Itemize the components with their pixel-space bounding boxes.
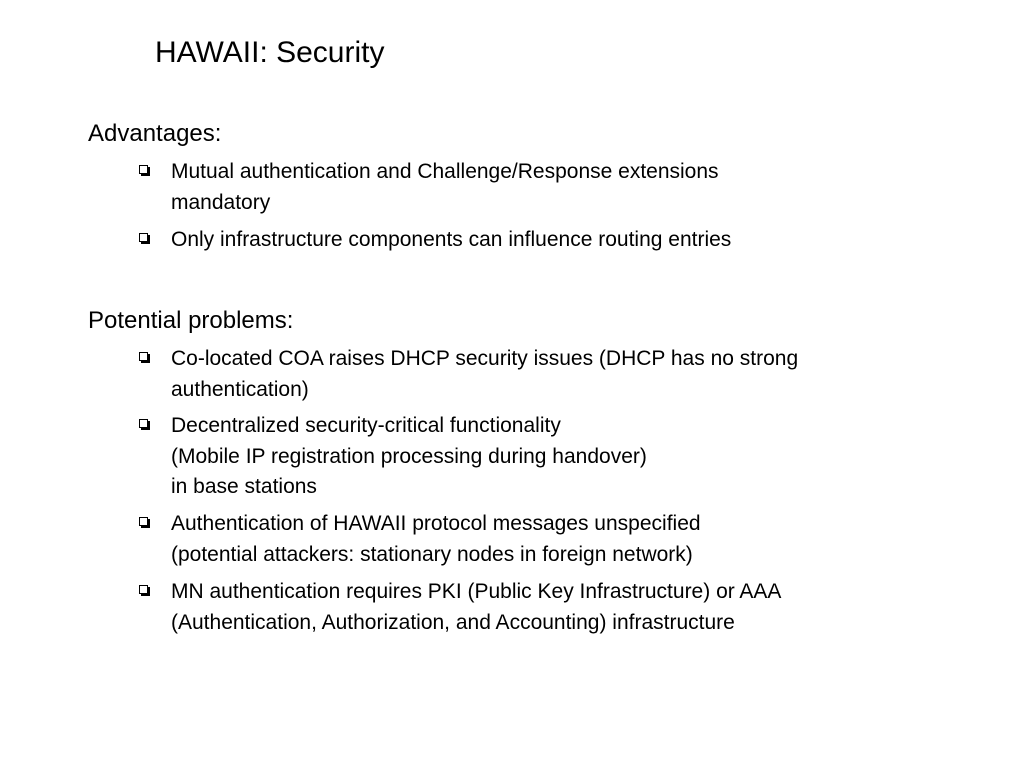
- hollow-square-bullet-icon: [139, 233, 148, 242]
- bullet-text: [171, 411, 961, 503]
- bullet-line: (Authentication, Authorization, and Accounting) infrastructure: [171, 610, 735, 634]
- section-heading-advantages: Advantages:: [88, 120, 222, 147]
- bullet-line: Decentralized security-critical functionality: [171, 414, 561, 437]
- bullet-line: Mutual authentication and Challenge/Response extensions: [171, 160, 719, 183]
- hollow-square-bullet-icon: [139, 352, 148, 361]
- bullet-text: [171, 225, 961, 256]
- bullet-line: in base stations: [171, 475, 317, 498]
- bullet-line: Only infrastructure components can influence routing entries: [171, 228, 732, 251]
- hollow-square-bullet-icon: [139, 585, 148, 594]
- hollow-square-bullet-icon: [139, 165, 148, 174]
- bullet-text: [171, 577, 961, 638]
- bullet-text: [171, 157, 961, 218]
- section-heading-potential-problems: Potential problems:: [88, 307, 294, 334]
- bullet-line: (potential attackers: stationary nodes in foreign network): [171, 542, 693, 566]
- bullet-line: mandatory: [171, 190, 271, 214]
- bullet-line: (Mobile IP registration processing during handover): [171, 444, 647, 468]
- hollow-square-bullet-icon: [139, 419, 148, 428]
- hollow-square-bullet-icon: [139, 517, 148, 526]
- slide-title: HAWAII: Security: [155, 36, 385, 69]
- bullet-line: authentication): [171, 377, 309, 401]
- bullet-text: [171, 344, 961, 405]
- bullet-line: Authentication of HAWAII protocol messages unspecified: [171, 512, 701, 535]
- bullet-line: Co-located COA raises DHCP security issues (DHCP has no strong: [171, 347, 799, 370]
- bullet-text: [171, 509, 961, 570]
- bullet-line: MN authentication requires PKI (Public Key Infrastructure) or AAA: [171, 580, 782, 603]
